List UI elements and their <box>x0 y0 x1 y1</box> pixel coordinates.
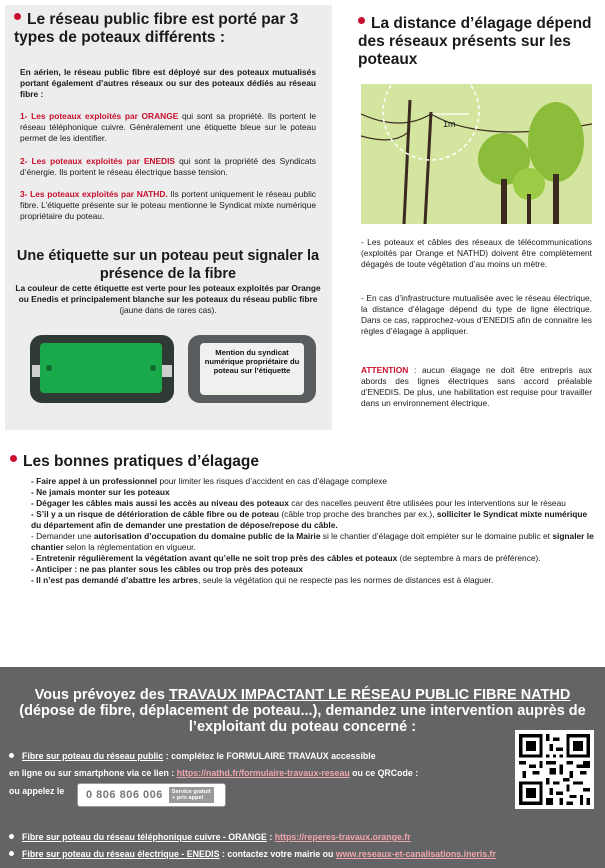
list-item: - Dégager les câbles mais aussi les accès au niveau des poteaux car des nacelles peuvent être utilisées pour les interventions sur le réseau <box>31 498 566 508</box>
form-link[interactable]: https://nathd.fr/formulaire-travaux-reseau <box>176 768 350 778</box>
pole-type-orange: 1- Les poteaux exploités par ORANGE qui sont sa propriété. Ils portent le réseau téléphonique cuivre. Généralement une étiquette bleue sur le poteau permet de les identifier. <box>20 111 316 143</box>
list-item: - Ne jamais monter sur les poteaux <box>31 487 170 497</box>
distance-label: 1m <box>443 119 456 129</box>
white-pole-label: Mention du syndicat numérique propriétaire du poteau sur l’étiquette <box>200 343 304 395</box>
ineris-link[interactable]: www.reseaux-et-canalisations.ineris.fr <box>335 849 496 859</box>
list-item: - Entretenir régulièrement la végétation avant qu’elle ne soit trop près des câbles et poteaux (de septembre à mars de préférence). <box>31 553 541 563</box>
orange-line: Fibre sur poteau du réseau téléphonique cuivre - ORANGE : https://reperes-travaux.orange.fr <box>9 831 599 843</box>
white-bullet-icon <box>9 753 14 758</box>
qr-code-icon <box>519 734 590 805</box>
label-description: La couleur de cette étiquette est verte pour les poteaux exploités par Orange ou Enedis et principalement blanche sur les poteaux du réseau public fibre (jaune dans de rares cas). <box>15 283 321 315</box>
green-pole-label <box>40 343 162 393</box>
phone-pricing-tag: Service gratuit + prix appel <box>169 787 214 803</box>
call-label: ou appelez le <box>9 786 65 796</box>
list-item: - S’il y a un risque de détérioration de câble fibre ou de poteau (câble trop proche des branches par ex.), solliciter le Syndicat mixte numérique du département afin de demander une prestation de dépose/repose du câble. <box>31 509 588 530</box>
white-label-photo <box>188 335 316 403</box>
pole-type-enedis: 2- Les poteaux exploités par ENEDIS qui sont la propriété des Syndicats d’énergie. Ils portent le réseau électrique basse tension. <box>20 156 316 177</box>
telecom-paragraph: - Les poteaux et câbles des réseaux de télécommunications (exploités par Orange et NATHD) doivent être complètement dégagés de toute végétation d’au moins un mètre. <box>361 237 592 269</box>
good-practices-title: Les bonnes pratiques d’élagage <box>10 453 259 471</box>
fiber-link-line: en ligne ou sur smartphone via ce lien : https://nathd.fr/formulaire-travaux-reseau ou ce QRCode : <box>9 768 419 778</box>
band-title: Vous prévoyez des TRAVAUX IMPACTANT LE RÉSEAU PUBLIC FIBRE NATHD (dépose de fibre, déplacement de poteau...), demandez une intervention auprès de l’exploitant du poteau concerné : <box>19 687 586 735</box>
list-item: - Demander une autorisation d’occupation du domaine public de la Mairie si le chantier d’élagage doit empiéter sur le domaine public et signaler le chantier selon la réglementation en vigueur. <box>31 531 594 552</box>
poles-section-title: Le réseau public fibre est porté par 3 types de poteaux différents : <box>14 11 299 46</box>
phone-number-box[interactable] <box>77 783 226 807</box>
good-practices-list <box>31 476 599 586</box>
list-item: - Anticiper : ne pas planter sous les câbles ou trop près des poteaux <box>31 564 303 574</box>
mutualized-paragraph: - En cas d’infrastructure mutualisée avec le réseau électrique, la distance d’élagage dépend du type de ligne électrique. Dans ce cas, rapprochez-vous d’ENEDIS afin de connaitre les règles d’élagage à appliquer. <box>361 293 592 336</box>
phone-number: 0 806 806 006 <box>86 789 163 801</box>
red-bullet-icon <box>358 17 365 24</box>
enedis-line: Fibre sur poteau du réseau électrique - ENEDIS : contactez votre mairie ou www.reseaux-et-canalisations.ineris.fr <box>9 848 604 860</box>
green-label-photo <box>30 335 174 403</box>
warning-paragraph: ATTENTION : aucun élagage ne doit être entrepris aux abords des lignes électriques sans accord préalable d’ENEDIS. De plus, une habilitation est requise pour travailler dans un environnement électrique. <box>361 365 592 408</box>
red-bullet-icon <box>14 13 21 20</box>
orange-link[interactable]: https://reperes-travaux.orange.fr <box>274 832 411 842</box>
list-item: - Il n’est pas demandé d’abattre les arbres, seule la végétation qui ne respecte pas les normes de distances est à élaguer. <box>31 575 494 585</box>
pruning-illustration <box>361 84 592 224</box>
white-bullet-icon <box>9 851 14 856</box>
poles-intro: En aérien, le réseau public fibre est déployé sur des poteaux mutualisés portant également d’autres réseaux ou sur des poteaux dédiés au réseau fibre : <box>20 67 316 99</box>
text-fade <box>15 222 325 236</box>
pole-type-nathd: 3- Les poteaux exploités par NATHD. Ils portent uniquement le réseau public fibre. L’étiquette présente sur le poteau mentionne le Syndicat mixte numérique propriétaire du poteau. <box>20 189 316 221</box>
white-bullet-icon <box>9 834 14 839</box>
qr-code[interactable] <box>515 730 594 809</box>
red-bullet-icon <box>10 455 17 462</box>
fiber-public-line: Fibre sur poteau du réseau public : complétez le FORMULAIRE TRAVAUX accessible <box>9 750 509 762</box>
list-item: - Faire appel à un professionnel pour limiter les risques d’accident en cas d’élagage complexe <box>31 476 388 486</box>
pruning-distance-title: La distance d’élagage dépend des réseaux présents sur les poteaux <box>358 15 592 68</box>
label-subtitle: Une étiquette sur un poteau peut signaler la présence de la fibre <box>16 248 320 282</box>
pole-tree-illustration <box>361 84 592 224</box>
